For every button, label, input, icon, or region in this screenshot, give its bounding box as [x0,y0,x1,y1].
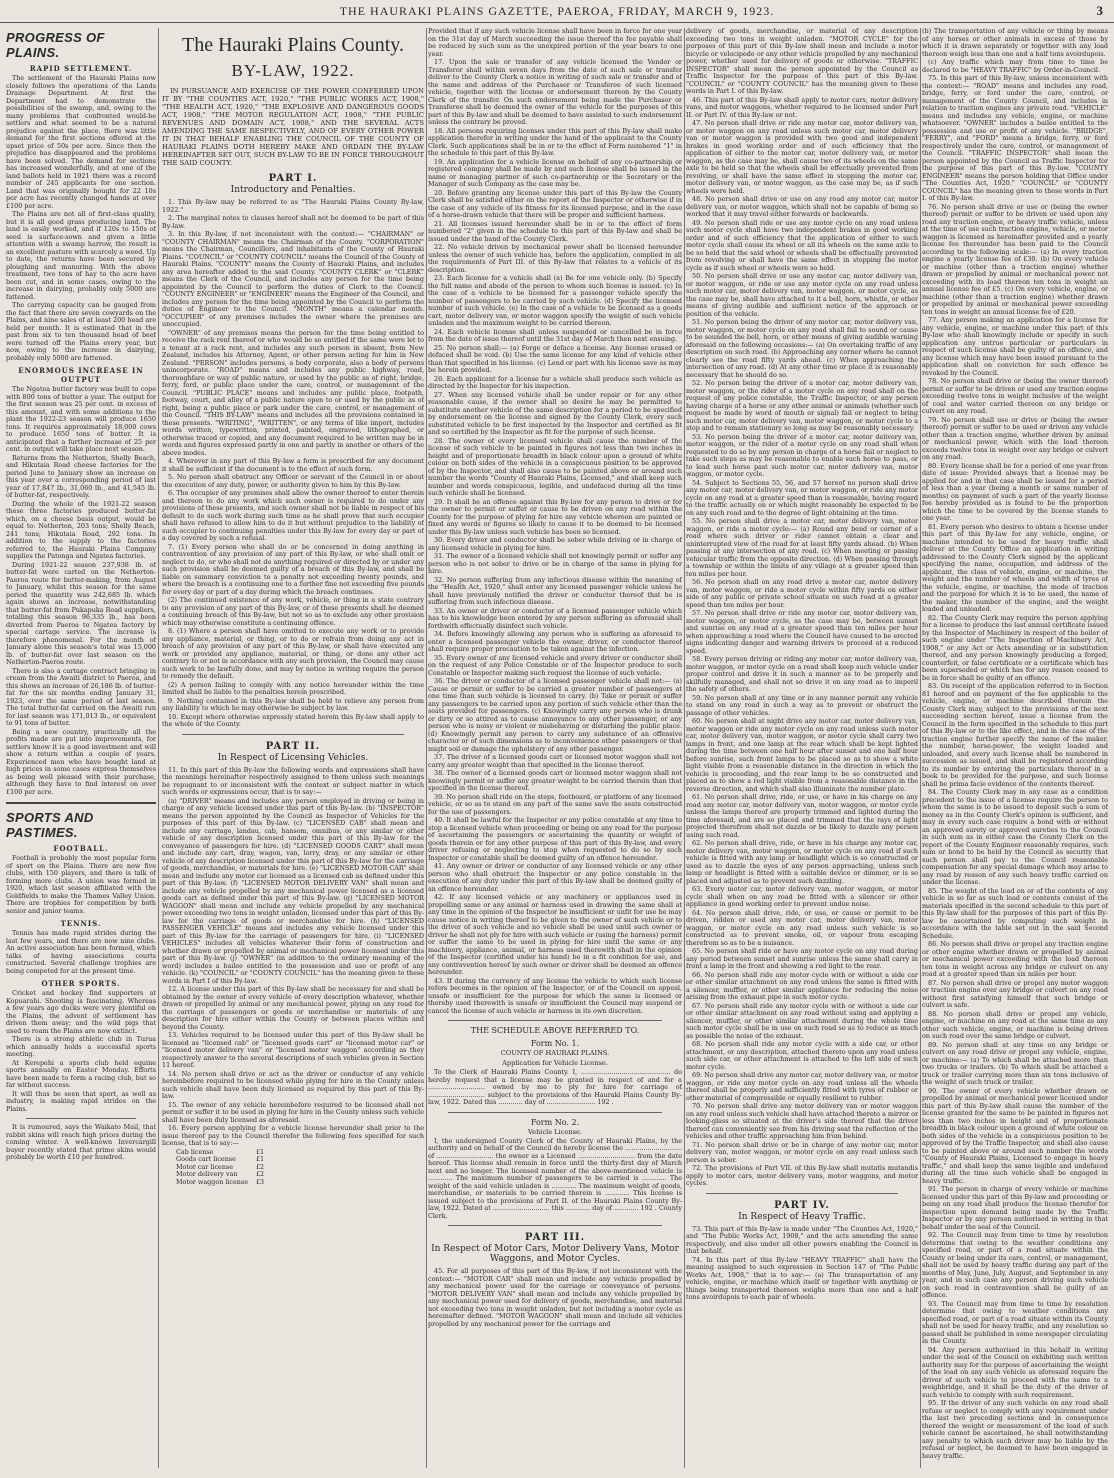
fee-item: Goods cart license [176,1155,236,1163]
part-subheading: In Respect of Heavy Traffic. [738,1211,866,1222]
clause: 85. The weight of the load on or of the contents of any vehicle in so far as such load or contents consist of the materials specified in the second schedule to this part of this By-law shall for the purposes of this part of this By-law be ascertained by computing such weight in accordance with the table set out in the said Second Schedule. [922,886,1108,940]
clause: 83. On receipt of the application referred to in Section 81 hereof and on payment of the fee applicable to the vehicle, engine, or machine described therein the County Clerk may, subject to the provisions of the next succeeding section hereof, issue a license from the Council in the form specified in the schedule to this part of this By-law or to the like effect, and in the case of the traction engine further specify the name of the maker, the number, horse-power, the weight loaded and unloaded, and every such license shall be numbered in succession as issued, and shall be registered according to its number by entering the particulars thereof in a book to be provided for the purpose, and such license shall be prima facie evidence of the contents thereof. [922,682,1108,788]
clause: 76. No person shall drive or use or (being the owner thereof) permit or suffer to be driven or used upon any road any traction engine, or heavy traffic vehicle, unless at the time of use such traction engine, vehicle, or motor waggon is licensed as hereinafter provided and a yearly license fee thereunder has been paid to the Council according to the following scale:— (a) In every traction engine a yearly license fee of £30. (b) On every vehicle or machine (other than a traction engine) whether drawn or propelled by animal or mechanical power not exceeding with its load thereon ten tons in weight an annual license fee of £5. (c) On every vehicle, engine, or machine (other than a traction engine) whether drawn or propelled by animal or mechanical power exceeding ten tons in weight an annual license fee of £20. [922,202,1108,316]
clause: 28. The owner of every licensed vehicle shall cause the number of the license of such vehicle to be painted in figures not less than two inches in height and of proportionate breadth in black colour upon a ground of white colour on both sides of the vehicle in a conspicuous position to be approved of by the Inspector, and shall also cause to be painted above or around such number the words "County of Hauraki Plains, Licensed," and shall keep such number and words conspicuous, legible, and undefaced during all the time such vehicle shall be licensed. [428,436,682,497]
divider [182,734,404,735]
clause: 53. No person being the driver of a motor car, motor delivery van, motor waggon, or the rider of a motor cycle on any road shall when requested to do so by any person in charge of a horse fail or neglect to take such steps as may be reasonable to enable such horse to pass, or to lead such horse past such motor car, motor delivery van, motor waggon, or motor cycle. [686,432,918,478]
clause: 67. No person shall ride any motor cycle with or without a side car or other similar attachment on any road without using and applying a silencer, muffler, or other similar attachment during the whole time such motor cycle shall be in use on such road so as to reduce as much as possible the noise of the exhaust. [686,1001,918,1040]
subheading-rapid-settlement: RAPID SETTLEMENT. [29,64,133,73]
clause: 6. The occupier of any premises shall allow the owner thereof to enter therein and thereon to do any work which such owner is required to do under any provisions of these presents, and such owner shall not be liable in respect of his default to do such work during such time as he shall prove that such occupier shall have refused to allow him to do it but without prejudice to the liability of such occupier to continuing penalties under this By-law for every day or part of a day covered by such a refusal. [162,489,424,542]
clause: 82. The County Clerk may require the person applying for a license to produce the last annual certificate issued by the Inspector of Machinery in respect of the boiler of such engine under "The Inspection of Machinery Act, 1908," or any Act or Acts amending or in substitution thereof, and any person knowingly producing a forged, counterfeit, or false certificate or a certificate which has been superseded or which has for any reason ceased to be in force shall be guilty of an offence. [922,613,1108,682]
clause: (a) "DRIVER" means and includes any person employed in driving or being in charge of any vehicle licensed under this part of this By-law. (b) "INSPECTOR" means the person appointed by the Council as Inspector of Vehicles for the purposes of this part of this By-law. (c) "LICENSED CAB" shall mean and include any carriage, landau, cab, hansom, omnibus, or any similar or other vehicle of any description licensed under this part of this By-law for the conveyance of passengers for hire. (d) "LICENSED GOODS CART" shall mean and include any cart, dray, wagon, van, lorry, dray, or any similar or other vehicle of any description licensed under this part of this By-law for the carriage of goods, merchandise, or materials for hire. (e) "LICENSED MOTOR CAR" shall mean and include any motor car licensed as a licensed cab as defined under this part of this By-law. (f) "LICENSED MOTOR DELIVERY VAN" shall mean and include any vehicle propelled by any mechanical power licensed as a licensed goods cart as defined under this part of this By-law. (g) "LICENSED MOTOR WAGGON" shall mean and include any vehicle propelled by any mechanical power exceeding two tons in weight unladen, licensed under this part of this By-law for the carriage of goods or merchandise for hire. (h) "LICENSED PASSENGER VEHICLE" means and includes any vehicle licensed under this part of this By-law for the carriage of passengers for hire. (i) "LICENSED VEHICLES" includes all vehicles whatever their form of construction and whether drawn or propelled by animal or mechanical power licensed under this part of this By-law. (j) "OWNER" (in addition to the ordinary meaning of the word) includes a bailee entitled to the possession and use or profit of any vehicle. (k) "COUNCIL" or "COUNTY COUNCIL" has the meaning given to these words in Part I of this By-law. [162,796,424,985]
article-paragraph: Tennis has made rapid strides during the last few years, and there are now nine clubs. An active association has been formed, which talks of having associations courts constructed. Several challenge trophies are being competed for at the present time. [6,929,156,975]
clause: 56. No person shall on any road drive a motor car, motor delivery van, motor waggon, or ride a motor cycle within fifty yards on either side of any public or private school situate on such road at a greater speed than ten miles per hour. [686,578,918,609]
clause: 47. No person shall drive or ride any motor car, motor delivery van, or motor waggon on any road unless such motor car, motor delivery van or motor waggon is provided with two good and independent brakes in good working order and of such efficiency that the application of either to the motor car, motor delivery van, or motor waggon, as the case may be, shall cause two of its wheels on the same axle to be held so that the wheels shall be effectually prevented from revolving, or shall have the same effect in stopping the motor car, motor delivery van, or motor waggon, as the case may be, as if such wheels were held. [686,119,918,195]
clause: (b) The transportation of any vehicle or thing by means of any horses or other animals in excess of those by which it is drawn separately or together with any load thereon weigh less than one and a half tons avoirdupois. [922,28,1108,58]
part-heading: PART IV. [774,1199,830,1211]
clause: 38. The owner of a licensed goods cart or licensed motor waggon shall not knowingly permit or suffer any greater weight to be carried therein than that specified in the license thereof. [428,769,682,792]
clause: 60. No person shall at night drive any motor car, motor delivery van, motor waggon or ride any motor cycle on any road unless such motor car, motor delivery van, motor waggon, or motor cycle shall carry two lamps in front, and one lamp at the rear which shall be kept lighted during the time between one half hour after sunset and one half hour before sunrise, such front lamps to be placed so as to show a white light visible from a reasonable distance in the direction in which the vehicle is proceeding, and the rear lamp to be so constructed and placed as to show a red light visible from a reasonable distance in the reverse direction, and which shall also illuminate the number plate. [686,717,918,793]
clause: 70. No person shall drive any motor delivery van or motor waggon on any road unless such vehicle shall have attached thereto a mirror or looking-glass so situated at the driver's side thereof that the driver thereof can conveniently see from his driving seat the reflection of the vehicles and other traffic approaching him from behind. [686,1102,918,1140]
subheading-tennis: TENNIS. [60,919,102,928]
clause: 41. Any owner or driver or conductor of any licensed vehicle or any other person who shall obstruct the Inspector or any police constable in the execution of any duty under this part of this By-law shall be deemed guilty of an offence hereunder. [428,862,682,893]
divider [706,1193,898,1194]
clause: (2) A person failing to comply with any notice hereunder within the time limited shall be liable to the penalties herein prescribed. [162,680,424,696]
clause: 88. No person shall drive or propel any vehicle, engine, or machine on any road at the same time as any other such vehicle, engine, or machine is being driven on such road over the same bridge or culvert. [922,1009,1108,1040]
column-rule [158,28,159,1468]
clause: 36. The driver or conductor of a licensed passenger vehicle shall not:— (a) Cause or permit or suffer to be carried a greater number of passengers at one time than such vehicle is licensed to carry. (b) Take or permit or suffer any passengers to be carried upon any portion of such vehicle other than the seats provided for passengers. (c) Knowingly carry any person who is drunk or dirty or so attired as to cause annoyance to any other passenger, or any person who is noisy or violent or misbehaving or disturbing the public place. (d) Knowingly permit any person to carry any substance of an offensive character or of such dimensions as to inconvenience other passengers or that might soil or damage the upholstery of any other passenger. [428,677,682,753]
section-heading-sports: SPORTS AND PASTIMES. [6,810,94,840]
divider [448,1020,662,1021]
bylaw-year: BY-LAW, 1922. [231,61,355,80]
clause: 16. Every person applying for a vehicle license hereunder shall prior to the issue thereof pay to the Council therefor the following fees specified for such license, that is to say:— [162,1124,424,1147]
clause: (2) The continued existence of any work, vehicle, or thing in a state contrary to any provision of any part of this By-law, or of these presents shall be deemed a continuing breach of this By-law, but not so as to exclude any other provision which may otherwise constitute a continuing offence. [162,596,424,627]
subheading-football: FOOTBALL. [53,844,109,853]
form-county: COUNTY OF HAURAKI PLAINS. [500,1049,610,1057]
clause: 23. Each license for a vehicle shall (a) Be for one vehicle only. (b) Specify the full name and abode of the person to whom such license is issued. (c) In the case of a vehicle to be licensed for a passenger vehicle specify the number of passengers to be carried by such vehicle. (d) Specify the licensed number of such vehicle. (e) In the case of a vehicle to be licensed as a goods cart, motor delivery van, or motor waggon specify the weight of such vehicle unladen and the maximum weight to be carried thereon. [428,274,682,327]
subheading-other-sports: OTHER SPORTS. [41,979,121,988]
bylaw-title: The Hauraki Plains County. [181,34,404,56]
clause: 42. If any licensed vehicle or any machinery or appliances used in propelling same or any animal or harness used in drawing the same shall at any time in the opinion of the Inspector be insufficient or unfit for use he may cause notice in writing thereof to be given to the owner of such vehicle or to the driver of such vehicle and no vehicle shall be used until such owner or driver he shall not ply for hire with such vehicle or (using the harness) permit or suffer the same to be used in plying for hire until the same or any machinery, appliance, animal, or harness used therewith shall in the opinion of the Inspector (certified under his hand) be in a fit condition for use, and any contravention hereof by such owner or driver shall be deemed an offence hereunder. [428,893,682,976]
clause: delivery of goods, merchandise, or material of any description exceeding two tons in weight unladen. "MOTOR CYCLE" for the purposes of this part of this By-law shall mean and include a motor bicycle or velocipede or any other vehicle propelled by any mechanical power, whether used for delivery of goods or otherwise. "TRAFFIC INSPECTOR" shall mean the person appointed by the Council as Traffic Inspector for the purpose of this part of this By-law. "COUNCIL" or "COUNTY COUNCIL" has the meaning given to these words in Part I. of this By-law. [686,28,918,95]
divider [26,1118,136,1119]
article-paragraph: Being a new country, practically all the profits made are put into improvements, for settlers know it is a good investment and will show a return within a couple of years. Experienced men who have bought land at high prices in some cases express themselves as being well pleased with their purchase, although they have to find interest on over £100 per acre. [6,727,156,796]
clause: 46. This part of this By-law shall apply to motor cars, motor delivery vans, and motor waggons, whether required to be licensed under Part II. or Part IV. of this By-law or not. [686,95,918,119]
fee-amount: £2 [255,1162,265,1171]
part-subheading: Introductory and Penalties. [230,185,356,195]
clause: 17. Upon the sale or transfer of any vehicle licensed the Vendor or Transferor shall within seven days from the date of such sale or transfer deliver to the County Clerk a notice in writing of such sale or transfer and of the name and address of the Purchaser or Transferee of such licensed vehicle, together with the license or endorsement thereon by the County Clerk of the transfer. On such endorsement being made the Purchaser or Transferee shall be deemed the owner of the vehicle for the purposes of this part of this By-law and shall be deemed to have assisted to such endorsement unless the contrary be proved. [428,58,682,126]
subheading-output: ENORMOUS INCREASE IN OUTPUT [18,366,144,384]
article-paragraph: There is a strong athletic club in Turua which annually holds a successful sports meeting. [6,1035,156,1058]
section-heading-progress: PROGRESS OF PLAINS. [6,30,105,60]
clause: 55. No person shall drive a motor car, motor delivery van, motor waggon, or ride a motor cycle:— (a) Round any bend or corner of a road where such driver or rider cannot obtain a clear and uninterrupted view of the road for at least fifty yards ahead. (b) When passing at any intersection of any road. (c) When meeting or passing vehicular traffic from the opposite direction. (d) When passing through a township or within the limits of any village at a greater speed than ten miles per hour. [686,517,918,578]
clause: Provided that if any such vehicle license shall have been in force for one year on the 31st day of March succeeding the issue thereof the fee payable shall be reduced by such sum as the unexpired portion of the year bears to one year. [428,28,682,58]
part-subheading: In Respect of Motor Cars, Motor Delivery Vans, Motor Waggons, and Motor Cycles. [431,1244,679,1264]
article-paragraph: It will thus be seen that sport, as well as industry, is making rapid strides on the Plains. [6,1089,156,1113]
clause: 34. Before knowingly allowing any person who is suffering as aforesaid to enter a licensed passenger vehicle the owner, driver, or conductor thereof shall require proper precaution to be taken against the infection. [428,630,682,653]
clause: 71. No person shall drive or be in charge of any motor car, motor delivery van, motor waggon, or motor cycle on any road unless such person is sober. [686,1140,918,1164]
form-title: Vehicle License. [528,1127,582,1136]
article-paragraph: Football is probably the most popular form of sport on the Plains. There are now five clubs, with 150 players, and there is talk of forming more clubs. A union was formed in 1920, which last season affiliated with the Goldfields to make the Thames Valley Union. There are trophies for competition by both senior and junior teams. [6,854,156,915]
column-bylaw-part4-cont [922,28,1108,1468]
clause: 87. No person shall drive or propel any motor waggon or traction engine over any bridge or culvert on any road without first satisfying himself that such bridge or culvert is safe. [922,978,1108,1009]
article-paragraph: The Ngatea butter factory was built to cope with 800 tons of butter a year. The output for the first season was 25 per cent. in excess of this amount, and with some additions to the plant the 1922-23 season will produce 1650 tons. It requires approximately 18,000 cows to produce 1650 tons of butter. It is anticipated that a further increase of 25 per cent. in output will take place next season. [6,385,156,453]
clause: 25. No person shall:— (a) Forge or deface a license. Any license erased or defaced shall be void. (b) Use the same license for any kind of vehicle other than that specified in his license. (c) Lend or part with his license save as may be herein provided. [428,343,682,374]
fee-row [172,1179,268,1187]
clause: 31. The owner of a licensed vehicle shall not knowingly permit or suffer any person who is not sober to drive or be in charge of the same in plying for hire. [428,552,682,575]
clause: 72. The provisions of Part VII. of this By-law shall mutatis mutandis apply to motor cars, motor delivery vans, motor waggons, and motor cycles. [686,1164,918,1187]
clause: 58. Every person driving or riding any motor car, motor delivery van, motor waggon, or motor cycle on a road shall keep such vehicle under proper control and drive it in such a manner as to be properly and skilfully managed, and shall not so drive it on any road as to imperil the safety of others. [686,655,918,693]
clause: 68. No person shall ride any motor cycle with a side car, or other attachment, or any description, attached thereto upon any road unless such side car, or other attachment is attached to the left side of such motor cycle. [686,1040,918,1071]
divider [448,1225,662,1226]
clause: 30. Every driver and conductor shall be sober while driving or in charge of any licensed vehicle in plying for hire. [428,536,682,552]
clause: 64. No person shall drive, ride, or use, or cause or permit to be driven, ridden or used any motor car, motor delivery van, motor waggon, or motor cycle on any road unless such vehicle is so constructed as to prevent smoke, oil, or vapour from escaping therefrom so as to be a nuisance. [686,908,918,947]
article-paragraph: There is also a cartage contract bringing in cream from the Awaiti district to Paeroa, and this shows an increase of 26,186 lb. of butter-fat for the six months ending January 31, 1923, over the same period of last season. The total butter-fat carried on the Awaiti run for last season was 171,013 lb., or equivalent to 91 tons of butter. [6,666,156,727]
clause: 79. No person shall use or drive or (being the owner thereof) permit or suffer to be used or driven any vehicle other than a traction engine, whether driven by animal or mechanical power, which with the load thereon exceeds twelve tons in weight over any bridge or culvert on any road. [922,415,1108,461]
fee-item: Motor delivery van [176,1170,238,1178]
article-paragraph: During the whole of the 1921-22 season these three factories produced butter-fat which, on a cheese basis output, would be equal to: Netherton, 203 tons; Shelly Beach, 241 tons; Hikutaia Road, 292 tons. In addition to the supply to the factories referred to, the Hauraki Plains Company supplies the Patonga and Ngatea factories. [6,499,156,560]
clause: 27. When any licensed vehicle shall be under repair or for any other reasonable cause, if the owner shall so desire he may be permitted to substitute another vehicle of the same description for a period to be specified by endorsement on the license and signed by the County Clerk, every such substituted vehicle to be first inspected by the Inspector and certified as fit and so certified by the Inspector as fit for the purpose of such license. [428,390,682,436]
clause: 95. If the driver of any such vehicle on any road shall refuse or neglect to comply with any requirement under the last two preceding sections and in consequence thereof the weight or measurement of the load of such vehicle cannot be ascertained, he shall notwithstanding any penalty to which such driver may be liable by the refusal or neglect, be deemed to have been engaged in heavy traffic. [922,1399,1108,1460]
fee-amount: £2 [255,1170,265,1178]
divider [6,802,156,804]
clause: 11. In this part of this By-law the following words and expressions shall have the meanings hereinafter respectively assigned to them unless such meanings be repugnant to or inconsistent with the context or subject matter in which such words or expressions occur, that is to say:— [162,765,424,796]
clause: 1. This By-law may be referred to as "The Hauraki Plains County By-law, 1922." [162,198,424,214]
form-text: I, the undersigned County Clerk of the County of Hauraki Plains, by the authority and on behalf of the Council do hereby license the ............................ of ............................ the owner as a Licensed ............................ from the date hereof. This license shall remain in force until the thirty-first day of March next and no longer. The licensed number of the above-mentioned vehicle is ............ The maximum number of passengers to be carried is ............ The weight of the said vehicle unladen is ............ The maximum weight of goods, merchandise, or materials to be carried therein is ............ This license is issued subject to the provisions of Part II. of the Hauraki Plains County By-law, 1922. Dated at ............................ this ............ day of ............ 192 . County Clerk. [428,1136,682,1220]
clause: 14. No person shall drive or act as the driver or conductor of any vehicle hereinbefore required to be licensed while plying for hire in the County unless such vehicle shall have been duly licensed as required by this part of this By-law. [162,1069,424,1100]
clause: 65. No person shall ride or have any motor cycle on any road during any period between sunset and sunrise unless the same shall carry in front a lamp in the front and showing a red light to the rear. [686,947,918,970]
clause: 86. No person shall drive or propel any traction engine or other engine whether drawn or propelled by animal or mechanical power exceeding with the load thereon ten tons in weight across any bridge or culvert on any road at a greater speed than six miles per hour. [922,940,1108,978]
part-subheading: In Respect of Licensing Vehicles. [217,752,369,763]
clause: 29. It shall be an offence against this By-law for any person to drive or for the owner to permit or suffer or cause to be driven on any road within the County for the purpose of plying for hire any vehicle whereon are painted or fixed any words or figures so likely to cause it to be deemed to be licensed under this By-law unless such vehicle has been so licensed. [428,497,682,536]
clause: 18. All persons requiring licenses under this part of this By-law shall make application therefor in writing under the hand of the applicant to the County Clerk. Such applications shall be in or to the effect of Form numbered "1" in the schedule to this part of this By-law. [428,126,682,157]
clause: 94. Any person authorised in this behalf in writing under the seal of the Council on exhibiting such written authority may for the purpose of ascertaining the weight of the load on any such vehicle as aforesaid require the driver of such vehicle to proceed with the same to a weighbridge, and it shall be the duty of the driver of such vehicle to comply with such requirement. [922,1345,1108,1399]
form-title: Application for Vehicle License. [502,1059,608,1067]
clause: 73. This part of this By-law is made under "The Counties Act, 1920," and "The Public Works Act, 1908," and the acts amending the same respectively, and also under all other powers enabling the Council in that behalf. [686,1224,918,1255]
article-paragraph: During 1921-22 season 237,938 lb. of butter-fat were carted on the Netherton-Paeroa route for butter-making, from August to January, whilst this season for the same period the quantity was 242,685 lb. which again shows an increase, notwithstanding that butter-fat from Pukapuka Road suppliers, totalling this season 96,335 lb., has been diverted from Paeroa to Ngatea factory by special cartage service. The increase is therefore phenomenal. For the month of January alone this season's total was 15,000 lb. of butter-fat over last season on the Netherton-Paeroa route. [6,560,156,666]
fee-item: Motor car license [176,1162,233,1171]
clause: 89. No person shall at any time on any bridge or culvert on any road drive or propel any vehicle, engine, or machine:— (a) To which shall be attached more than two trucks or trailers. (b) To which shall be attached a truck or trailer carrying more than six tons inclusive of the weight of such truck or trailer. [922,1040,1108,1086]
clause: 35. Every owner of any licensed vehicle and every driver or conductor shall on the request of any Police Constable or of the Inspector produce to such Constable or Inspector making such request the license of such vehicle. [428,653,682,677]
clause: 20. Before granting any license under this part of this By-law the County Clerk shall be satisfied either on the report of the Inspector or otherwise if in the case of any vehicle of its fitness for its licensed purpose, and in the case of a horse-drawn vehicle that there will be proper and sufficient harness. [428,188,682,219]
clause: 22. No vehicle driven by mechanical power shall be licensed hereunder unless the owner of such vehicle has, before the application, complied in all the requirements of Part III. of this By-law that relates to a vehicle of its description. [428,243,682,274]
clause: 61. No person shall drive, ride, or use, or have in his charge on any road any motor car, motor delivery van, motor waggon, or motor cycle unless the lamps thereof are properly trimmed and lighted during the time aforesaid, and are so placed and trimmed that the rays of light projected therefrom shall not dazzle or be likely to dazzle any person using such road. [686,793,918,839]
clause: 92. The Council may from time to time by resolution determine that owing to the weather conditions any specified road, or part of a road situate within the County or being under its care, control, or management, shall not be used by heavy traffic during any part of the months of May, June, July, August, and September in any year, and in such case any person driving such vehicle on such road in contravention shall be guilty of an offence. [922,1231,1108,1299]
column-progress-and-sports [6,28,156,1468]
article-paragraph: Cricket and hockey find supporters at Kopuarahi. Shooting is fascinating. Whereas a few years ago ducks were very plentiful on the Plains, the advent of settlement has driven them away; and the wild pigs that used to roam the Plains are now extinct. [6,989,156,1035]
article-paragraph: Returns from the Netherton, Shelly Beach, and Hikutaia Road cheese factories for the period June to January show an increase on this year over a corresponding period of last year of 17,847 lb., 31,060 lb., and 41,545 lb. of butter-fat, respectively. [6,453,156,499]
clause: 39. No person shall ride on the steps, footboard, or platform of any licensed vehicle, or so as to stand on any part of the same save the seats constructed for the use of passengers. [428,792,682,816]
clause: 69. No person shall drive any motor car, motor delivery van, or motor waggon, or ride any motor cycle on any road unless all the wheels thereof shall be properly and sufficiently fitted with tyres of rubber or other material of compressible or equally resilient to rubber. [686,1071,918,1102]
clause: 51. No person being the driver of any motor car, motor delivery van, motor waggon, or motor cycle on any road shall fail to sound or cause to be sounded the bell, horn, or other means of giving audible warning aforesaid on the following occasions:— (a) On overtaking traffic of any description on such road. (b) Approaching any corner where he cannot clearly see the road fifty yards ahead. (c) When approaching the intersection of any road. (d) At any other time or place it is reasonably necessary that he should do so. [686,318,918,379]
clause: 63. Every motor car, motor delivery van, motor waggon, or motor cycle shall when on any road be fitted with a silencer or other appliance in good working order to prevent undue noise. [686,885,918,908]
masthead [0,0,1114,23]
clause: 24. Each vehicle license shall unless suspended or cancelled be in force from the date of issue thereof until the 31st day of March then next ensuing. [428,327,682,343]
column-rule [920,28,921,1468]
column-rule [426,28,427,1468]
clause: (c) Any traffic which may from time to time be declared to be "HEAVY TRAFFIC" by Order-in-Council. [922,58,1108,74]
clause: 50. No person shall drive or use any motor car, motor delivery van, or motor waggon, or ride or use any motor cycle on any road unless such motor car, motor delivery van, motor waggon, or motor cycle, as the case may be, shall have attached to it a bell, horn, whistle, or other means of giving audible and sufficient notice of the approach or position of the vehicle. [686,272,918,318]
clause: 74. In this part of this By-law "HEAVY TRAFFIC" shall have the meaning assigned to such expression in Section 147 of "The Public Works Act, 1908," that is to say:— (a) The transportation of any vehicle, engine, or machine which itself or together with anything or things being transported thereon weighs more than one and a half tons avoirdupois to each pair of wheels. [686,1255,918,1301]
clause: 8. (1) Where a person shall have omitted to execute any work or to provide any appliance, material, or thing, or to do or refrain from doing any act in breach of any provision of any part of this By-law, or shall have executed any work or provided any appliance, material, or thing, or done any other act contrary to or not in accordance with any such provision, the Council may cause such work to be lawfully done, and may by notice in writing require the person to remedy the default. [162,627,424,680]
page-number: 3 [1096,3,1104,18]
clause: 45. For all purposes of this part of this By-law, if not inconsistent with the context:— "MOTOR CAR" shall mean and include any vehicle propelled by any mechanical power used for the carriage or conveyance of persons. "MOTOR DELIVERY VAN" shall mean and include any vehicle propelled by any mechanical power used for delivery of goods, merchandise, and material not exceeding two tons in weight unladen, but not including a motor cycle as hereinafter defined. "MOTOR WAGGON" shall mean and include all vehicles propelled by any mechanical power for the carriage and [428,1267,682,1328]
fee-amount: £1 [255,1155,265,1163]
clause: 84. The County Clerk may in any case as a condition precedent to the issue of a license require the person to whom the same is to be issued to deposit such a sum of money as in the County Clerk's opinion is sufficient, and may in every such case require a bond with or without an approved surety or approved sureties to the Council in such sum as in either case the County Clerk on the report of the County Engineer reasonably requires, such sum or bond to be held by the Council as security that such person shall pay to the Council reasonable compensation for any special damage which may arise to any road by reason of any such heavy traffic carried on under the license. [922,788,1108,886]
clause: 81. Every person who desires to obtain a license under this part of this By-law for any vehicle, engine, or machine intended to be used for heavy traffic shall deliver at the County Office an application in writing addressed to the County Clerk signed by the applicant specifying the name, occupation, and address of the applicant, the class of vehicle, engine, or machine, the weight and the number of wheels and width of tyres of the vehicle, engine, or machine, the mode of traction and the purpose for which it is to be used, the name of the maker, the number of the engine, and the weight loaded and unloaded. [922,522,1108,613]
clause: 21. All licenses issued hereunder shall be in or to the effect of form numbered "2" given in the schedule to this part of this By-law and shall be issued under the hand of the County Clerk. [428,219,682,243]
part-heading: PART II. [265,740,321,752]
clause: 48. No person shall drive or use on any road any motor car, motor delivery van, or motor waggon, which shall not be capable of being so worked that it may travel either forwards or backwards. [686,195,918,218]
column-bylaw-part2-3 [428,28,682,1468]
clause: 12. A license under this part of this By-law shall be necessary for and shall be obtained by the owner of every vehicle of every description whatever, whether drawn or propelled by animal or any mechanical power, plying on any road for the carriage of passengers or goods or merchandise or materials of any description for hire either within the County or between places within and beyond the County. [162,985,424,1031]
part-heading: PART I. [268,173,318,184]
clause: 77. Any person making an application for a license for any vehicle, engine, or machine under this part of this By-law who shall knowingly include or specify in such application any untrue particular or particulars in respect of such license shall be guilty of an offence, and any license which may have been issued pursuant to the application shall on conviction for such offence be revoked by the Council. [922,316,1108,377]
clause: 78. No person shall drive or (being the owner thereof) permit or suffer to be driven or used any traction engine exceeding twelve tons in weight inclusive of the weight of coal and water carried thereon on any bridge or culvert on any road. [922,377,1108,415]
clause: 93. The Council may from time to time by resolution determine that owing to weather conditions any specified road, or part of a road situate within its County shall not be used for heavy traffic, and any resolution so passed shall be published in some newspaper circulating in the County. [922,1299,1108,1345]
clause: 62. No person shall drive, ride, or have in his charge any motor car, motor delivery van, motor waggon, or motor cycle on any road if such vehicle is fitted with any lamp or headlight which is so constructed or used as to dazzle the eyes of any person approaching, unless such lamp or headlight is fitted with a suitable device or dimmer, or is so placed and adjusted as to prevent such dazzling. [686,839,918,885]
form-heading: Form No. 1. [530,1039,580,1048]
newspaper-title: THE HAURAKI PLAINS GAZETTE, PAEROA, FRIDAY, MARCH 9, 1923. [339,4,775,18]
clause: 2. The marginal notes to clauses hereof shall not be deemed to be part of this By-law. [162,214,424,230]
clause: 40. It shall be lawful for the Inspector or any police constable at any time to stop a licensed vehicle when proceeding or being on any road for the purpose of ascertaining the passengers or ascertaining the quantity or weight of goods therein or for any other purpose of this part of this By-law, and every driver refusing or neglecting to stop when requested to do so by such Inspector or constable shall be deemed guilty of an offence hereunder. [428,816,682,862]
clause: 32. No person suffering from any infectious disease within the meaning of the "Health Act, 1920," shall enter any licensed passenger vehicle unless he shall have previously notified the driver or conductor thereof that he is suffering from such infectious disease. [428,575,682,606]
clause: 5. No person shall obstruct any Officer or servant of the Council in or about the execution of any duty, power, or authority given to him by this By-law. [162,473,424,489]
clause: 3. In this By-law, if not inconsistent with the context:— "CHAIRMAN" or "COUNTY CHAIRMAN" means the Chairman of the County. "CORPORATION" means the Chairman, Councillors, and inhabitants of the County of Hauraki Plains. "COUNCIL" or "COUNTY COUNCIL" means the Council of the County of Hauraki Plains. "COUNTY" means the County of Hauraki Plains, and includes any area hereafter added to the said County. "COUNTY CLERK" or "CLERK" means the Clerk of the Council, and includes any person for the time being appointed by the Council to perform the duties of Clerk to the Council. "COUNTY ENGINEER" or "ENGINEER" means the Engineer of the Council, and includes any person for the time being appointed by the Council to perform the duties of Engineer to the Council. "MONTH" means a calendar month. "OCCUPIER" of any premises includes the owner where the premises are unoccupied. [162,230,424,328]
clause: 54. Subject to Sections 55, 56, and 57 hereof no person shall drive any motor car, motor delivery van, or motor waggon, or ride any motor cycle on any road at a greater speed than is reasonable, having regard to the traffic actually on or which might reasonably be expected to be on any such road and to the degree of light obtaining at the time. [686,478,918,517]
column-rule [684,28,685,1468]
clause: 66. No person shall ride any motor cycle with or without a side car or other similar attachment on any road unless the same is fitted with a silencer, muffler, or other similar appliance for reducing the noise arising from the exhaust pipe in such motor cycle. [686,970,918,1001]
clause: 33. An owner or driver or conductor of a licensed passenger vehicle which has to his knowledge been entered by any person suffering as aforesaid shall forthwith effectually disinfect such vehicle. [428,606,682,630]
fee-amount: £3 [255,1177,265,1186]
clause: 37. The driver of a licensed goods cart or licensed motor waggon shall not carry any greater weight than that specified in the license thereof. [428,753,682,769]
column-bylaw-part3-4 [686,28,918,1468]
clause: 59. No person shall at any time or in any manner permit any vehicle to stand on any road in such a way as to prevent or obstruct the passage of other vehicles. [686,693,918,717]
article-paragraph: The settlement of the Hauraki Plains now closely follows the operations of the Lands Drainage Department. At first the Department had to demonstrate the possibilities of the swamp, and, owing to the many problems that confronted would-be settlers and what seemed to be a natural prejudice against the place, there was little demand for the first sections offered at the upset price of 50s per acre. Since then the prejudice has disappeared and the problems have been solved. The demand for sections has increased wonderfully, and at one of the land ballots held in 1921 there was a record number of 245 applicants for one section. Land that was originally bought for 22 10s per acre has recently changed hands at over £100 per acre. [6,74,156,210]
clause: 15. The owner of any vehicle hereinbefore required to be licensed shall not permit or suffer it to be used in plying for hire in the County unless such vehicle shall have been duly licensed as aforesaid. [162,1100,424,1124]
part-heading: PART III. [524,1232,586,1243]
clause: 52. No person being the driver of a motor car, motor delivery van, motor waggon, or the rider of a motor cycle on any road shall on the request of any police constable, the Traffic Inspector, or any person having charge of a horse or any other animal or animals (whether such request be made by word of mouth or signal) fail or neglect to bring such motor car, motor delivery van, motor waggon, or motor cycle to a stop and to remain stationary so long as may be reasonably necessary. [686,379,918,432]
clause: 90. The owner of every vehicle whether drawn or propelled by animal or mechanical power licensed under this part of this By-law shall cause the number of the license granted for the same to be painted in figures not less than two inches in height and of proportionate breadth in black colour upon a ground of white colour on both sides of the vehicle in a conspicuous position to be approved of by the Traffic Inspector, and shall also cause to be painted above or around such number the words "County of Hauraki Plains, Licensed to engage in heavy traffic," and shall keep the same legible and undefaced during all the time such vehicle shall be engaged in heavy traffic. [922,1086,1108,1185]
fee-table [172,1149,268,1187]
clause: "OWNER" of any premises means the person for the time being entitled to receive the rack rent thereof or who would be so entitled if the same were let to a tenant at a rack rent, and includes any such person in absent, from New Zealand, includes his Attorney, Agent, or other person acting for him in New Zealand. "PERSON" includes persons, a body corporate, also a body of persons unincorporate. "ROAD" means and includes any public highway, road, thoroughfare or way of public nature, or used by the public as of right, bridge, ferry, ford, or public place under the care, control, or management of the Council. "PUBLIC PLACE" means and includes any public place, footpath, footway, court, and alley of a public nature open to or used by the public as of right, being a public place or park under the care, control, or management of the Council. "THIS BY-LAW" means and includes all the provisions contained in these presents. "WRITING", "WRITTEN", or any terms of like import, includes words written, typewritten, printed, painted, engraved, lithographed, or otherwise traced or copied, and any document required to be written may be in words and figures expressed partly in one and partly in another or others of the above modes. [162,328,424,457]
clause: 9. Nothing contained in this By-law shall be held to relieve any person from any liability to which he may otherwise be subject by law. [162,696,424,712]
clause: 7. (1) Every person who shall do or be concerned in doing anything in contravention of any provision of any part of this By-law, or who shall omit or neglect to do, or who shall not do anything required or directed by or under any such provision shall be deemed guilty of a breach of this By-law, and shall be liable on summary conviction to a penalty not exceeding twenty pounds, and where the breach is a continuing one to a further fine not exceeding five pounds for every day or part of a day during which the breach continues. [162,542,424,596]
clause: 26. Each applicant for a license for a vehicle shall produce such vehicle as directed by the Inspector for his inspection. [428,374,682,390]
form-heading: Form No. 2. [530,1117,580,1127]
clause: 75. In this part of this By-law, unless inconsistent with the context:— "ROAD" means and includes any road, bridge, ferry, or ford under the care, control, or management of the County Council, and includes in relation to traction engines any private road. "VEHICLE" means and includes any vehicle, engine, or machine whatsoever. "OWNER" includes a bailee entitled to the possession and use or profit of any vehicle. "BRIDGE", "FERRY", and "FORD" means a bridge, ferry, or ford respectively under the care, control, or management of the Council. "TRAFFIC INSPECTOR" shall mean the person appointed by the Council as Traffic Inspector for the purpose of this part of this By-law. "COUNTY ENGINEER" means the person holding that Office under "The Counties Act, 1920." "COUNCIL" or "COUNTY COUNCIL" has the meaning given to these words in Part I. of this By-law. [922,74,1108,202]
article-paragraph: The carrying capacity can be gauged from the fact that there are seven cowyards on the Plains, and nine sales of at least 200 head are held per month. It is estimated that in the past from six to ten thousand head of beef were turned off the Plains every year, but now, owing to the increase in dairying, probably only 5000 are fattened. [6,301,156,362]
fee-item: Motor waggon license [176,1177,248,1186]
clause: 13. Vehicles required to be licensed under this part of this By-law shall be licensed as "licensed cab" or "licensed goods cart" or "licensed motor car" or "licensed motor delivery van" or "licensed motor waggon" according as they respectively answer to the several descriptions of such vehicles given in Section 11 hereof. [162,1031,424,1069]
clause: 49. No person shall ride or use any motor cycle on any road unless such motor cycle shall have two independent brakes in good working order and of such efficiency that the application of either to such motor cycle shall cause its wheel or all its wheels on the same axle to be so held that the said wheel or wheels shall be effectually prevented from revolving or shall have the same effect in stopping the motor cycle as if such wheel or wheels were so held. [686,218,918,272]
article-paragraph: It is rumoured, says the Waikato Mail, that rabbit skins will reach high prices during the coming winter. A well-known Invercargill buyer recently stated that prime skins would probably be worth £10 per hundred. [6,1123,156,1161]
fee-item: Cab license [176,1147,214,1156]
clause: 19. An application for a vehicle license on behalf of any co-partnership or registered company shall be made by and such license shall be issued in the name or managing partner of such co-partnership or the Secretary or the Manager of such Company as the case may be. [428,157,682,188]
article-paragraph: At Kerepehi a sports club held equine sports annually on Easter Monday. Efforts have been made to form a racing club, but so far without success. [6,1058,156,1089]
clause: 10. Except where otherwise expressly stated herein this By-law shall apply to the whole of the County. [162,712,424,728]
schedule-heading: THE SCHEDULE ABOVE REFERRED TO. [470,1026,640,1035]
fee-amount: £1 [255,1147,265,1156]
form-text: To the Clerk of Hauraki Plains County. I, ............................................ do hereby request that a license may be granted in respect of and for a ............................ owned by me to ply for hire for carriage of ............................ subject to the provisions of the Hauraki Plains County By-law, 1922. Dated this ............ day of ........................ 192 . [428,1068,682,1106]
article-paragraph: The Plains are not all of first-class quality, but it is all good grass producing land. The land is easily worked, and if 120s to 150s of seed is surface-sown and given a little attention with a swamp harrow, the result is an excellent pasture with scarcely a weed. Up to date, the returns have been secured by ploughing and manuring. With the above treatment, two tons of hay to the acre have been cut, and in some cases, owing to the increase in dairying, probably only 5000 are fattened. [6,210,156,301]
bylaw-preamble: IN PURSUANCE AND EXERCISE OF THE POWER CONFERRED UPON IT BY "THE COUNTIES ACT, 1920," "THE PUBLIC WORKS ACT, 1908," "THE HEALTH ACT, 1920," "THE EXPLOSIVE AND DANGEROUS GOODS ACT, 1908," "THE MOTOR REGULATION ACT, 1908," "THE PUBLIC REVENUES AND DOMAIN ACT, 1908," AND THE SEVERAL ACTS AMENDING THE SAME RESPECTIVELY, AND OF EVERY OTHER POWER IT IN THAT BEHALF ENABLING THE COUNCIL OF THE COUNTY OF HAURAKI PLAINS DOTH HEREBY MAKE AND ORDAIN THE BY-LAW HEREINAFTER SET OUT, SUCH BY-LAW TO BE IN FORCE THROUGHOUT THE SAID COUNTY. [162,87,424,167]
clause: 80. Every license shall be for a period of one year from date of issue: Provided always that a license may be applied for and in that case shall be issued for a period of less than a year (being a month or same number of months) on payment of such a part of the yearly license fee hereby provided as is found to be the proportion which the time to be covered by the license stands to one year. [922,461,1108,522]
clause: 57. No person shall drive or ride any motor car, motor delivery van, motor waggon, or motor cycle, as the case may be, between sunset and sunrise on any road at a greater speed than ten miles per hour when approaching a road where the Council have caused to be erected signs indicating danger and warning drivers to proceed at a reduced speed. [686,609,918,655]
clause: 4. Wherever in any part of this By-law a form is prescribed for any document it shall be sufficient if the document is to the effect of such form. [162,457,424,473]
divider [448,1112,662,1113]
column-bylaw-part1-2 [162,28,424,1468]
clause: 91. The person in charge of every vehicle or machine licensed under this part of this By-law and proceeding or being on any road shall produce the license therefor for inspection upon demand being made by the Traffic Inspector or by any person authorised in writing in that behalf under the seal of the Council. [922,1185,1108,1231]
clause: 43. If during the currency of any license the vehicle to which such license refers becomes in the opinion of the Inspector, or of the Council on appeal, unsafe or insufficient for the purpose for which the same is licensed or thereby used therewith is unsafe or insufficient the Council may suspend or cancel the license of such vehicle or harness in its own discretion. [428,976,682,1015]
